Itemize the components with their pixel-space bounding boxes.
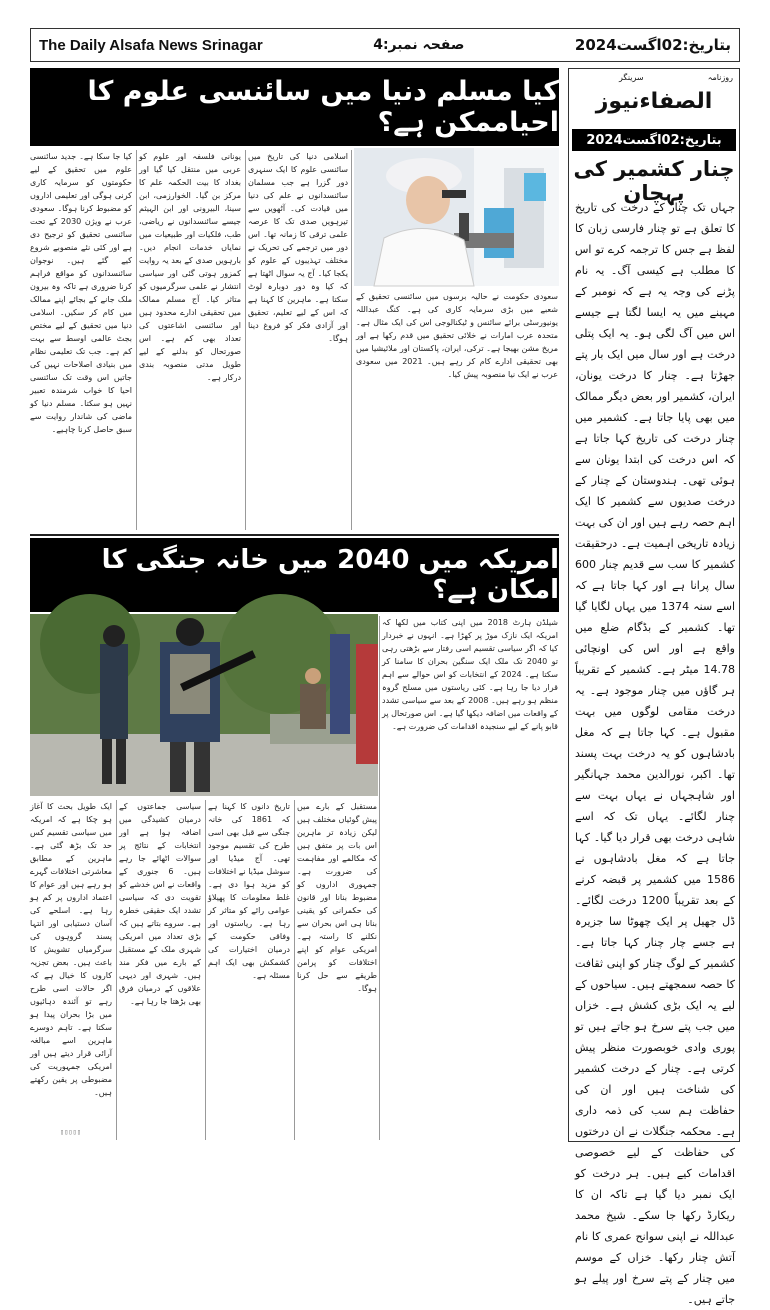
city-label: سرینگر <box>619 73 644 82</box>
sidebar-body: جہاں تک چنار کے درخت کی تاریخ کا تعلق ہے تو چنار فارسی زبان کا لفظ ہے جس کا ترجمہ کرے تو اس کا مطلب ہے کیسی آگ۔ یہ نام پڑنے کی وجہ یہ ہے کہ نومبر کے مہینے میں یہ ایسا لگتا ہے جیسے اس میں آگ لگی ہو۔ یہ ایک پتلی درخت ہے اور سال میں ایک بار پتے جھڑتا ہے۔ چنار کا درخت یونان، ایران، کشمیر اور بعض دیگر ممالک میں بھی پایا جاتا ہے۔ کشمیر میں چنار درخت کی تاریخ کہا جاتا ہے کہ اس درخت کی ابتدا یونان سے ہوئی تھی۔ ہندوستان کے چنار کے درخت صدیوں سے کشمیر کا ایک اہم حصہ رہے ہیں اور ان کی بہت زیادہ تاریخی اہمیت ہے۔ درحقیقت کشمیر کا سب سے قدیم چنار 600 سال پرانا ہے اور کہا جاتا ہے کہ اسے سنہ 1374 میں یہاں لگایا گیا تھا۔ کشمیر کے بڈگام ضلع میں واقع ہے اور اس کی اونچائی 14.78 میٹر ہے۔ کشمیر کے تقریباً ہر گاؤں میں چنار موجود ہے۔ یہ درخت مقامی لوگوں میں بہت مقبول ہے۔ کہا جاتا ہے کہ مغل بادشاہوں کو یہ درخت بہت پسند تھا۔ اکبر، نورالدین محمد جہانگیر اور شاہجہاں نے یہاں بہت سے چنار لگائے۔ یہاں تک کہ اسے شاہی درخت بھی قرار دیا گیا۔ کہا جاتا ہے کہ مغل بادشاہوں نے 1586 میں کشمیر پر قبضہ کرنے کے بعد تقریباً 1200 درخت لگائے۔ ڈل جھیل پر ایک چھوٹا سا جزیرہ ہے جسے چار چنار کہا جاتا ہے۔ کشمیر کے لوگ چنار کو اپنی ثقافت کا حصہ سمجھتے ہیں۔ سیاحوں کے لیے یہ ایک بڑی کشش ہے۔ خزاں میں جب پتے سرخ ہو جاتے ہیں تو پوری وادی خوبصورت منظر پیش کرتی ہے۔ چنار کے درخت کشمیر کی شناخت ہیں اور ان کی حفاظت ہم سب کی ذمہ داری ہے۔ محکمہ جنگلات نے ان درختوں کی حفاظت کے لیے خصوصی اقدامات کیے ہیں۔ ہر درخت کو ایک نمبر دیا گیا ہے تاکہ ان کا ریکارڈ رکھا جا سکے۔ شیخ محمد عبداللہ نے اپنی سوانح عمری کا نام آتش چنار رکھا۔ خزاں کے موسم میں چنار کے پتے سرخ اور پیلے ہو جاتے ہیں۔ <box>575 201 736 1306</box>
article2-column-c: تاریخ دانوں کا کہنا ہے کہ 1861 کی خانہ جنگی سے قبل بھی اسی طرح کی تقسیم موجود تھی۔ آج میڈیا اور سوشل میڈیا نے اختلافات کو مزید ہوا دی ہے۔ غلط معلومات کا پھیلاؤ عوامی رائے کو متاثر کر رہا ہے۔ ریاستوں اور وفاقی حکومت کے درمیان اختیارات کی کشمکش بھی ایک اہم مسئلہ ہے۔ <box>208 802 290 980</box>
armed-men-photo <box>30 614 378 796</box>
article2-column-a: ایک طویل بحث کا آغاز ہو چکا ہے کہ امریکہ میں سیاسی تقسیم کس حد تک بڑھ گئی ہے۔ ماہرین کے مطابق معاشرتی اختلافات گہرے ہو رہے ہیں اور عوام کا اعتماد اداروں پر کم ہو رہا ہے۔ اسلحے کی آسان دستیابی اور انتہا پسند گروہوں کی سرگرمیاں تشویش کا باعث ہیں۔ بعض تجزیہ کاروں کا خیال ہے کہ اگر حالات اسی طرح رہے تو آئندہ دہائیوں میں بڑا بحران پیدا ہو سکتا ہے۔ تاہم دوسرے ماہرین اسے مبالغہ آرائی قرار دیتے ہیں اور امریکی جمہوریت کی مضبوطی پر یقین رکھتے ہیں۔ <box>30 802 112 1097</box>
column-divider <box>379 616 380 1140</box>
article1-headline-text: کیا مسلم دنیا میں سائنسی علوم کا احیاممکن ہے؟ <box>87 76 559 138</box>
article2-headline-text: امریکہ میں 2040 میں خانہ جنگی کا امکان ہے؟ <box>101 545 559 605</box>
scientist-microscope-photo <box>354 148 559 286</box>
section-divider <box>30 534 559 536</box>
article1-column-b: یونانی فلسفہ اور علوم کو عربی میں منتقل کیا گیا اور بغداد کا بیت الحکمہ علم کا مرکز بن گیا۔ الخوارزمی، ابن سینا، البیرونی اور ابن الہیثم جیسے سائنسدانوں نے ریاضی، طب، فلکیات اور طبیعیات میں نمایاں خدمات انجام دیں۔ بارہویں صدی کے بعد یہ روایت کمزور ہوتی گئی اور سیاسی انتشار نے علمی سرگرمیوں کو متاثر کیا۔ آج مسلم ممالک میں تحقیقی ادارے محدود ہیں اور سائنسی اشاعتوں کی تعداد بھی کم ہے۔ اس صورتحال کو بدلنے کے لیے طویل مدتی منصوبہ بندی درکار ہے۔ <box>139 152 241 382</box>
column-divider <box>136 150 137 530</box>
column-divider <box>245 150 246 530</box>
article1-column-d: سعودی حکومت نے حالیہ برسوں میں سائنسی تحقیق کے شعبے میں بڑی سرمایہ کاری کی ہے۔ کنگ عبداللہ یونیورسٹی برائے سائنس و ٹیکنالوجی اس کی ایک مثال ہے۔ متحدہ عرب امارات نے خلائی تحقیق میں قدم رکھا ہے اور مریخ مشن بھیجا ہے۔ ترکی، ایران، پاکستان اور ملائیشیا میں بھی تحقیقی ادارے کام کر رہے ہیں۔ 2021 میں سعودی عرب نے ایک نیا منصوبہ پیش کیا۔ <box>356 292 558 379</box>
article1-column-c: اسلامی دنیا کی تاریخ میں سائنسی علوم کا ایک سنہری دور گزرا ہے جب مسلمان سائنسدانوں نے علم کی دنیا میں قیادت کی۔ آٹھویں سے تیرہویں صدی تک کا عرصہ علمی ترقی کا زمانہ تھا۔ اس دور میں ترجمے کی تحریک نے مختلف تہذیبوں کے علوم کو یکجا کیا۔ آج یہ سوال اٹھتا ہے کہ کیا وہ دور دوبارہ لوٹ سکتا ہے۔ ماہرین کا کہنا ہے کہ اس کے لیے تعلیم، تحقیق اور آزادی فکر کو فروغ دینا ہوگا۔ <box>248 152 348 343</box>
column-divider <box>351 150 352 530</box>
masthead: الصفاءنیوز <box>595 89 713 114</box>
column-divider <box>294 800 295 1140</box>
column-divider <box>116 800 117 1140</box>
sidebar-date: بتاریخ:02اگست2024 <box>572 129 736 151</box>
issue-date: بتاریخ:02اگست2024 <box>574 36 731 54</box>
article1-column-a: کیا جا سکا ہے۔ جدید سائنسی علوم میں تحقیق کے لیے حکومتوں کو سرمایہ کاری کرنی ہوگی اور تعلیمی اداروں کو مضبوط کرنا ہوگا۔ سعودی عرب نے ویژن 2030 کے تحت سائنسی تحقیق کو ترجیح دی ہے اور کئی نئے منصوبے شروع کیے گئے ہیں۔ نوجوان سائنسدانوں کو مواقع فراہم کرنا ضروری ہے تاکہ وہ بیرون ملک جانے کے بجائے اپنے ممالک میں کام کر سکیں۔ اسلامی دنیا میں تحقیق کے لیے مختص بجٹ عالمی اوسط سے بہت کم ہے۔ جب تک تعلیمی نظام میں بنیادی اصلاحات نہیں کی جاتیں اس وقت تک سائنسی احیا کا خواب شرمندہ تعبیر نہیں ہو سکتا۔ مسلم دنیا کو ماضی کی شاندار روایت سے سبق حاصل کرنا چاہیے۔ <box>30 152 133 434</box>
daily-label: روزنامہ <box>707 73 733 82</box>
page-header <box>30 28 740 62</box>
article1-headline <box>30 68 559 146</box>
sidebar-chinar-article <box>568 68 740 1306</box>
sidebar-headline: چنار کشمیر کی پہچان <box>573 157 735 205</box>
column-divider <box>205 800 206 1140</box>
article2-column-e: شیلڈن ہارٹ 2018 میں اپنی کتاب میں لکھا کہ امریکہ ایک نازک موڑ پر کھڑا ہے۔ انہوں نے خبردار کیا کہ اگر سیاسی تقسیم اسی رفتار سے بڑھتی رہی تو 2040 تک ملک ایک سنگین بحران کا سامنا کر سکتا ہے۔ 2024 کے انتخابات کو اس حوالے سے اہم قرار دیا جا رہا ہے۔ کئی ریاستوں میں مسلح گروہ منظم ہو رہے ہیں۔ 2008 کے بعد سے سیاسی تشدد کے واقعات میں اضافہ دیکھا گیا ہے۔ اس صورتحال پر قابو پانے کے لیے سنجیدہ اقدامات کی ضرورت ہے۔ <box>382 618 559 731</box>
paper-name: The Daily Alsafa News Srinagar <box>39 36 263 54</box>
footer-mark: ▯▯▯▯▯ <box>60 1128 82 1136</box>
page-number: صفحہ نمبر:4 <box>373 37 465 53</box>
article2-column-d: مستقبل کے بارے میں پیش گوئیاں مختلف ہیں لیکن زیادہ تر ماہرین اس بات پر متفق ہیں کہ مکالمے اور مفاہمت کی ضرورت ہے۔ جمہوری اداروں کو مضبوط بنانا اور قانون کی حکمرانی کو یقینی بنانا ہی اس بحران سے نکلنے کا راستہ ہے۔ امریکی عوام کو اپنے اختلافات کو پرامن طریقے سے حل کرنا ہوگا۔ <box>297 802 377 993</box>
article2-column-b: سیاسی جماعتوں کے درمیان کشیدگی میں اضافہ ہوا ہے اور انتخابات کے نتائج پر سوالات اٹھائے جا رہے ہیں۔ 6 جنوری کے واقعات نے اس خدشے کو تقویت دی کہ سیاسی تشدد ایک حقیقی خطرہ ہے۔ سروے بتاتے ہیں کہ بڑی تعداد میں امریکی شہری ملک کے مستقبل کے بارے میں فکر مند ہیں۔ شہری اور دیہی علاقوں کے درمیان فرق بھی بڑھتا جا رہا ہے۔ <box>119 802 201 1006</box>
